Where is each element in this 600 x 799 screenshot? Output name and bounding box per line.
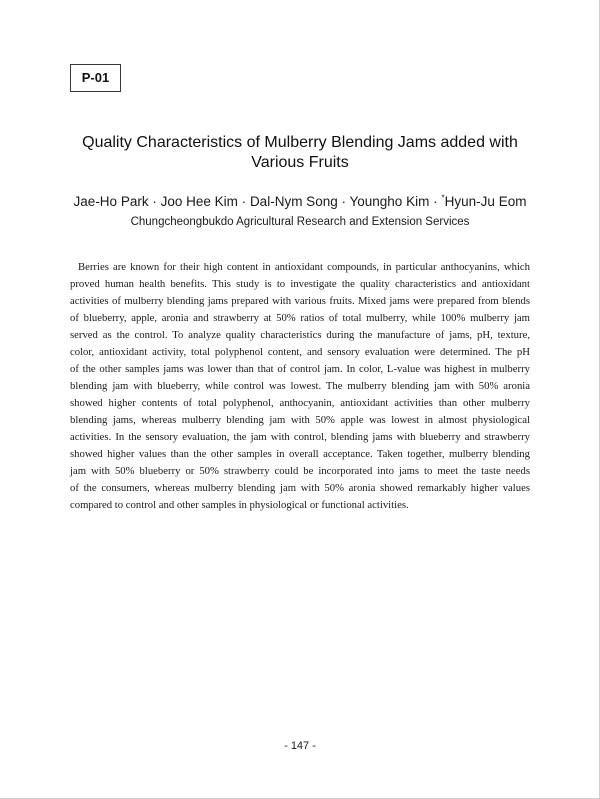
author-separator: · bbox=[433, 194, 438, 209]
abstract-line: activities. In the sensory evaluation, the jam with control, blending jams with blueberry and strawberry bbox=[70, 431, 530, 443]
paper-title bbox=[50, 133, 550, 173]
author-name: Joo Hee Kim bbox=[160, 194, 238, 209]
author-separator: · bbox=[152, 194, 157, 209]
affiliation: Chungcheongbukdo Agricultural Research and Extension Services bbox=[130, 216, 470, 228]
abstract-line: of blueberry, apple, aronia and strawberry at 50% ratios of total mulberry, while 100% mulberry jam bbox=[70, 312, 530, 324]
abstract-line: showed higher values than the other samples in overall acceptance. Taken together, mulberry blending bbox=[70, 448, 530, 460]
abstract-line: jam with 50% blueberry or 50% strawberry could be incorporated into jams to meet the taste needs bbox=[70, 465, 530, 477]
author-separator: · bbox=[241, 194, 247, 209]
abstract-line: served as the control. To analyze quality characteristics during the manufacture of jams, pH, texture, bbox=[70, 329, 530, 341]
paper-title-line: Quality Characteristics of Mulberry Blending Jams added with bbox=[82, 134, 518, 151]
abstract-line: Berries are known for their high content in antioxidant compounds, in particular anthocyanins, which bbox=[78, 261, 530, 273]
author-name: Youngho Kim bbox=[349, 194, 430, 209]
abstract-line: proved human health benefits. This study is to investigate the quality characteristics and antioxidant bbox=[70, 278, 530, 290]
abstract-line: blending jams, whereas mulberry blending jam with 50% apple was lowest in almost physiological bbox=[70, 414, 530, 426]
abstract-body bbox=[70, 259, 530, 514]
abstract-line: showed higher contents of total polyphenol, anthocyanin, antioxidant activities than other mulberry bbox=[70, 397, 530, 409]
abstract-line: color, antioxidant activity, total polyphenol content, and sensory evaluation were determined. The pH bbox=[70, 346, 530, 358]
session-code-badge: P-01 bbox=[70, 64, 121, 92]
author-separator: · bbox=[341, 194, 346, 209]
corresponding-author-mark: * bbox=[441, 192, 445, 203]
author-list bbox=[30, 193, 570, 211]
paper-title-line: Various Fruits bbox=[251, 154, 349, 171]
abstract-line: compared to control and other samples in physiological or functional activities. bbox=[70, 499, 409, 511]
abstract-line: of the other samples jams was lower than that of control jam. In color, L-value was highest in mulberry bbox=[70, 363, 530, 375]
author-name: Dal-Nym Song bbox=[249, 194, 338, 209]
abstract-line: of the consumers, whereas mulberry blending jam with 50% aronia showed remarkably higher values bbox=[70, 482, 530, 494]
author-name: Jae-Ho Park bbox=[73, 194, 149, 209]
abstract-line: activities of mulberry blending jams prepared with various fruits. Mixed jams were prepared from blends bbox=[70, 295, 530, 307]
abstract-line: blending jam with blueberry, while control was lowest. The mulberry blending jam with 50% aronia bbox=[70, 380, 530, 392]
page-number: - 147 - bbox=[284, 740, 316, 752]
author-name: Hyun-Ju Eom bbox=[444, 194, 527, 209]
